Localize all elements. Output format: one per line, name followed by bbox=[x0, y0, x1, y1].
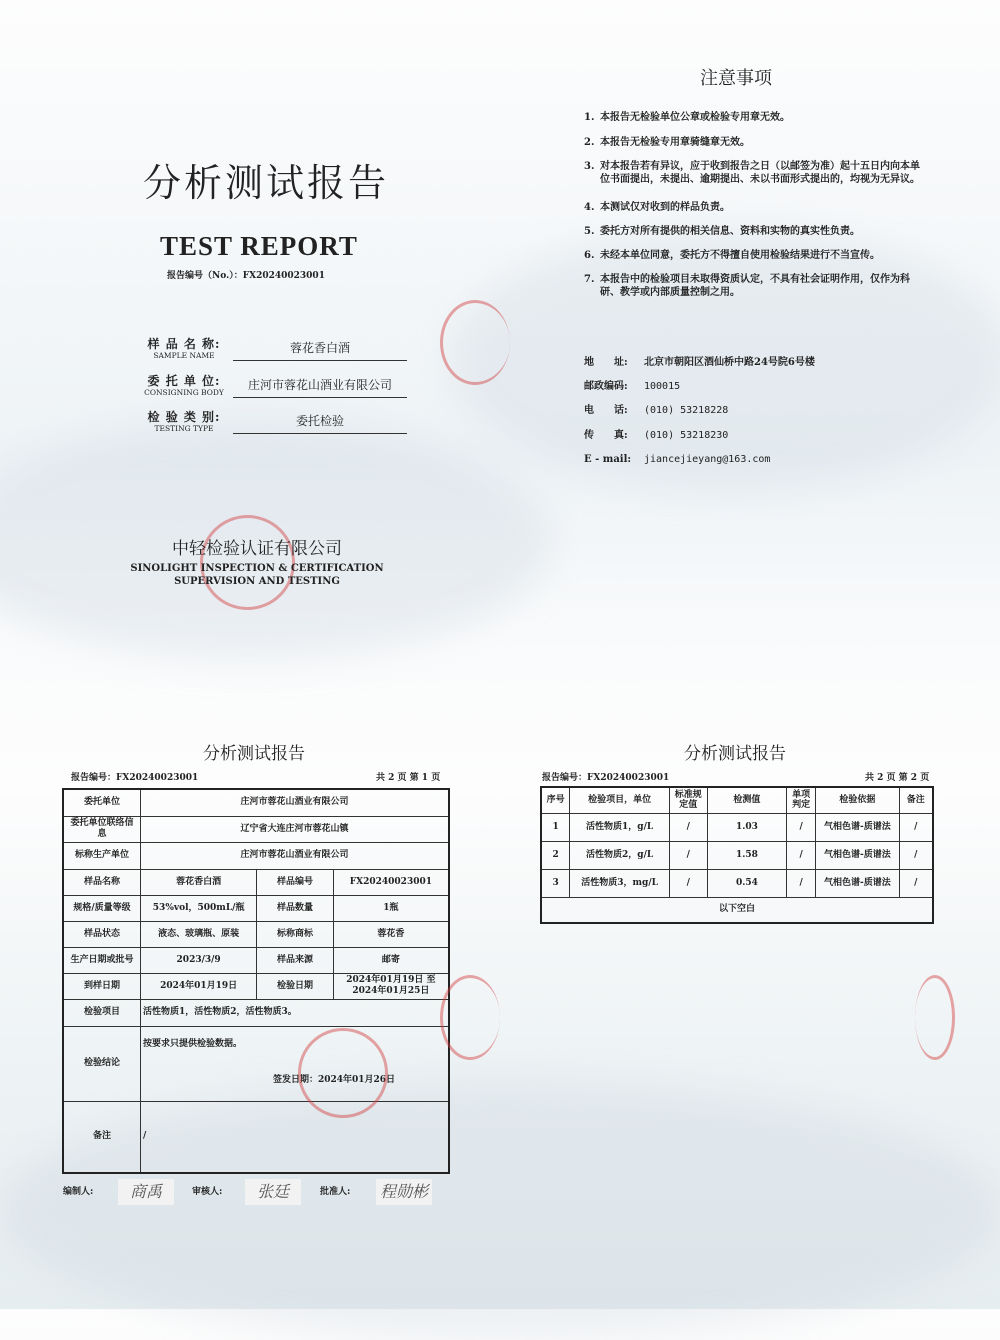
cell-value: 庄河市蓉花山酒业有限公司 bbox=[140, 842, 449, 869]
blank-below-note: 以下空白 bbox=[541, 897, 933, 923]
table-row bbox=[63, 921, 449, 947]
cell: 0.54 bbox=[707, 869, 787, 897]
table-row bbox=[63, 895, 449, 921]
signer-label-reviewer: 审核人: bbox=[192, 1187, 223, 1197]
field-value-consigning-body: 庄河市蓉花山酒业有限公司 bbox=[233, 378, 407, 398]
cell-value: 2024年01月19日 至2024年01月25日 bbox=[333, 973, 449, 999]
cell: 气相色谱-质谱法 bbox=[816, 813, 899, 841]
cell-value: 庄河市蓉花山酒业有限公司 bbox=[140, 789, 449, 816]
contact-address: 地 址: 北京市朝阳区酒仙桥中路24号院6号楼 bbox=[584, 357, 815, 368]
cell-label: 委托单位 bbox=[63, 789, 140, 816]
page2-page-number: 共 2 页 第 2 页 bbox=[865, 773, 930, 783]
seam-seal bbox=[440, 300, 510, 385]
cell-value: 邮寄 bbox=[333, 947, 449, 973]
signature-approver: 程勋彬 bbox=[376, 1179, 432, 1205]
cell: 2 bbox=[541, 841, 570, 869]
cell-label: 规格/质量等级 bbox=[63, 895, 140, 921]
cell-label: 标称商标 bbox=[257, 921, 333, 947]
cell: 气相色谱-质谱法 bbox=[816, 841, 899, 869]
cell: / bbox=[899, 813, 933, 841]
cell: 1.58 bbox=[707, 841, 787, 869]
page2-results-table bbox=[540, 786, 934, 924]
cell-value: 液态、玻璃瓶、原装 bbox=[140, 921, 256, 947]
cell-label: 样品来源 bbox=[257, 947, 333, 973]
cell-label: 检验项目 bbox=[63, 999, 140, 1026]
cell: / bbox=[669, 869, 707, 897]
page2-title: 分析测试报告 bbox=[684, 744, 786, 764]
cell: 1 bbox=[541, 813, 570, 841]
contact-postcode: 邮政编码: 100015 bbox=[584, 381, 681, 392]
table-row bbox=[63, 973, 449, 999]
notice-item: 5. 委托方对所有提供的相关信息、资料和实物的真实性负责。 bbox=[584, 226, 860, 237]
table-row bbox=[63, 816, 449, 842]
table-row bbox=[541, 869, 933, 897]
cell-value: 2023/3/9 bbox=[140, 947, 256, 973]
header-cell: 单项判定 bbox=[787, 787, 816, 813]
cell-label: 样品名称 bbox=[63, 869, 140, 895]
cell-value: 蓉花香 bbox=[333, 921, 449, 947]
table-row bbox=[63, 789, 449, 816]
cover-report-no: 报告编号（No.）：FX20240023001 bbox=[167, 271, 325, 281]
table-row bbox=[63, 842, 449, 869]
cell: / bbox=[899, 869, 933, 897]
cell-value: 1瓶 bbox=[333, 895, 449, 921]
notice-item: 1. 本报告无检验单位公章或检验专用章无效。 bbox=[584, 112, 790, 123]
cell: / bbox=[669, 813, 707, 841]
cell: / bbox=[669, 841, 707, 869]
notice-item: 2. 本报告无检验专用章骑缝章无效。 bbox=[584, 137, 750, 148]
notice-item: 6. 未经本单位同意，委托方不得擅自使用检验结果进行不当宣传。 bbox=[584, 250, 880, 261]
header-cell: 检测值 bbox=[707, 787, 787, 813]
cell-value: 2024年01月19日 bbox=[140, 973, 256, 999]
signer-label-approver: 批准人: bbox=[320, 1187, 351, 1197]
cell-label: 到样日期 bbox=[63, 973, 140, 999]
table-row bbox=[541, 841, 933, 869]
cell-value: 活性物质1，活性物质2，活性物质3。 bbox=[140, 999, 449, 1026]
cell-value: 辽宁省大连庄河市蓉花山镇 bbox=[140, 816, 449, 842]
header-cell: 备注 bbox=[899, 787, 933, 813]
field-label-consigning-body: 委 托 单 位: CONSIGNING BODY bbox=[144, 374, 224, 397]
cell: 3 bbox=[541, 869, 570, 897]
page1-page-number: 共 2 页 第 1 页 bbox=[376, 773, 441, 783]
inspection-seal bbox=[298, 1028, 388, 1118]
field-label-sample-name: 样 品 名 称: SAMPLE NAME bbox=[147, 337, 221, 360]
seam-seal bbox=[440, 975, 500, 1060]
cell-label: 检验结论 bbox=[63, 1026, 140, 1101]
field-value-testing-type: 委托检验 bbox=[233, 414, 407, 434]
cell: / bbox=[787, 813, 816, 841]
cell-label: 备注 bbox=[63, 1101, 140, 1173]
notice-item: 7. 本报告中的检验项目未取得资质认定，不具有社会证明作用，仅作为科研、教学或内部质量控制之用。 bbox=[584, 274, 910, 298]
contact-fax: 传 真: (010) 53218230 bbox=[584, 430, 729, 441]
header-cell: 检验依据 bbox=[816, 787, 899, 813]
cell: / bbox=[787, 869, 816, 897]
notice-item: 3. 对本报告若有异议，应于收到报告之日（以邮签为准）起十五日内向本单位书面提出，未提出、逾期提出、未以书面形式提出的，均视为无异议。 bbox=[584, 161, 920, 185]
cell-value: / bbox=[140, 1101, 449, 1173]
cover-title-cn: 分析测试报告 bbox=[143, 161, 390, 205]
cell-value: 按要求只提供检验数据。 签发日期：2024年01月26日 bbox=[140, 1026, 449, 1101]
cell: 1.03 bbox=[707, 813, 787, 841]
table-row bbox=[63, 1101, 449, 1173]
cell-label: 检验日期 bbox=[257, 973, 333, 999]
cell-label: 标称生产单位 bbox=[63, 842, 140, 869]
company-name-en-2: SUPERVISION AND TESTING bbox=[174, 576, 340, 587]
table-row bbox=[63, 947, 449, 973]
signature-reviewer: 张廷 bbox=[245, 1179, 301, 1205]
table-row bbox=[541, 813, 933, 841]
table-row bbox=[63, 999, 449, 1026]
page2-report-no: 报告编号：FX20240023001 bbox=[542, 773, 670, 783]
notice-title: 注意事项 bbox=[700, 68, 772, 89]
signer-label-compiler: 编制人: bbox=[63, 1187, 94, 1197]
page1-info-table bbox=[62, 788, 450, 1174]
cell-label: 生产日期或批号 bbox=[63, 947, 140, 973]
cell: 活性物质1，g/L bbox=[570, 813, 669, 841]
cell: 活性物质3，mg/L bbox=[570, 869, 669, 897]
page1-report-no: 报告编号：FX20240023001 bbox=[71, 773, 199, 783]
cell: / bbox=[787, 841, 816, 869]
cell-label: 样品编号 bbox=[257, 869, 333, 895]
signature-compiler: 商禹 bbox=[118, 1179, 174, 1205]
field-label-testing-type: 检 验 类 别: TESTING TYPE bbox=[147, 410, 221, 433]
cell: / bbox=[899, 841, 933, 869]
company-name-en-1: SINOLIGHT INSPECTION & CERTIFICATION bbox=[130, 563, 384, 574]
company-name-cn: 中轻检验认证有限公司 bbox=[172, 539, 342, 559]
page1-title: 分析测试报告 bbox=[203, 744, 305, 764]
table-row bbox=[63, 869, 449, 895]
cell-label: 样品数量 bbox=[257, 895, 333, 921]
seam-seal bbox=[915, 975, 955, 1060]
notice-item: 4. 本测试仅对收到的样品负责。 bbox=[584, 202, 730, 213]
cell-label: 委托单位联络信息 bbox=[63, 816, 140, 842]
field-value-sample-name: 蓉花香白酒 bbox=[233, 341, 407, 361]
contact-email: E - mail: jiancejieyang@163.com bbox=[584, 454, 771, 465]
contact-phone: 电 话: (010) 53218228 bbox=[584, 405, 729, 416]
header-cell: 标准规定值 bbox=[669, 787, 707, 813]
table-row bbox=[63, 1026, 449, 1101]
cover-title-en: TEST REPORT bbox=[160, 231, 358, 261]
header-cell: 序号 bbox=[541, 787, 570, 813]
cell-value: FX20240023001 bbox=[333, 869, 449, 895]
cell-value: 蓉花香白酒 bbox=[140, 869, 256, 895]
table-header-row bbox=[541, 787, 933, 813]
issue-date: 签发日期：2024年01月26日 bbox=[272, 1074, 396, 1085]
header-cell: 检验项目，单位 bbox=[570, 787, 669, 813]
table-footer-row bbox=[541, 897, 933, 923]
cell-value: 53%vol，500mL/瓶 bbox=[140, 895, 256, 921]
cell: 活性物质2，g/L bbox=[570, 841, 669, 869]
cell: 气相色谱-质谱法 bbox=[816, 869, 899, 897]
cell-label: 样品状态 bbox=[63, 921, 140, 947]
